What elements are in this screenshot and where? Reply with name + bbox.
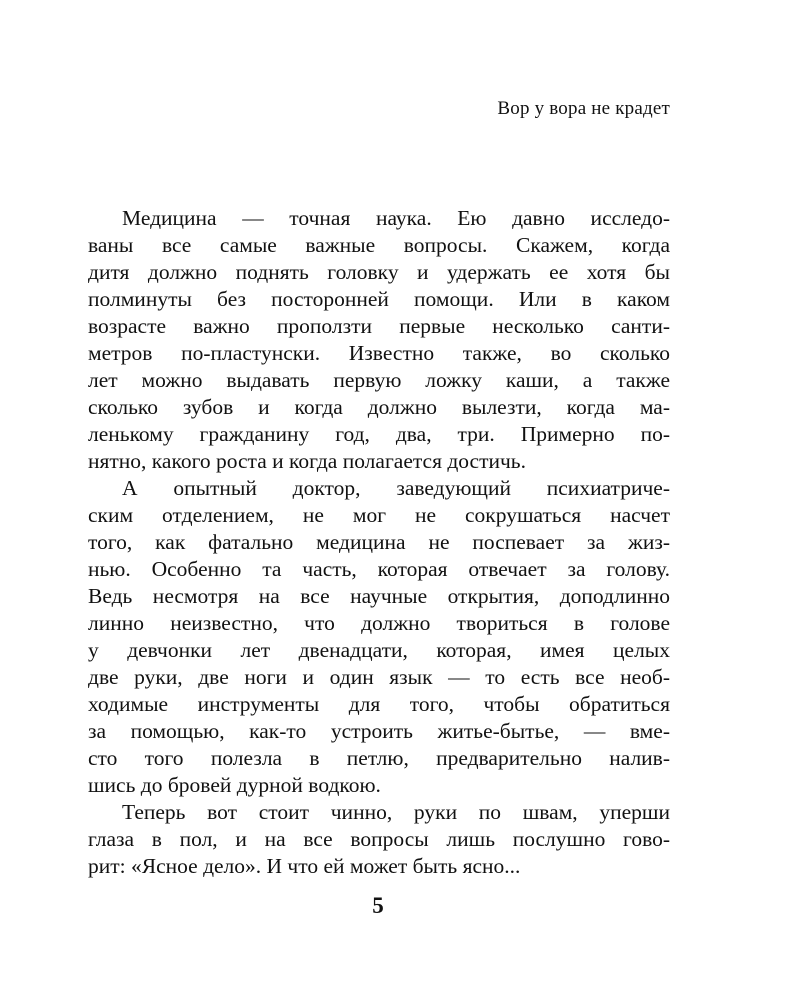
text-line: Ведь несмотря на все научные открытия, доподлинно: [88, 584, 670, 608]
text-line: возрасте важно проползти первые несколько санти-: [88, 314, 670, 338]
text-line: нью. Особенно та часть, которая отвечает за голову.: [88, 557, 670, 581]
text-line: шись до бровей дурной водкою.: [88, 773, 381, 797]
text-line: ским отделением, не мог не сокрушаться насчет: [88, 503, 670, 527]
text-line: лет можно выдавать первую ложку каши, а также: [88, 368, 670, 392]
text-line: глаза в пол, и на все вопросы лишь послушно гово-: [88, 827, 670, 851]
text-line: рит: «Ясное дело». И что ей может быть ясно...: [88, 854, 521, 878]
text-line: ваны все самые важные вопросы. Скажем, когда: [88, 233, 670, 257]
text-line: А опытный доктор, заведующий психиатриче-: [122, 476, 670, 500]
text-line: линно неизвестно, что должно твориться в голове: [88, 611, 670, 635]
text-line: полминуты без посторонней помощи. Или в каком: [88, 287, 670, 311]
text-line: дитя должно поднять головку и удержать ее хотя бы: [88, 260, 670, 284]
body-text: [88, 205, 670, 880]
text-line: метров по-пластунски. Известно также, во сколько: [88, 341, 670, 365]
text-line: две руки, две ноги и один язык — то есть все необ-: [88, 665, 670, 689]
paragraph: [88, 799, 670, 880]
paragraph: [88, 475, 670, 799]
text-line: за помощью, как-то устроить житье-бытье, — вме-: [88, 719, 670, 743]
text-line: того, как фатально медицина не поспевает за жиз-: [88, 530, 670, 554]
text-line: нятно, какого роста и когда полагается достичь.: [88, 449, 526, 473]
text-line: сколько зубов и когда должно вылезти, когда ма-: [88, 395, 670, 419]
paragraph: [88, 205, 670, 475]
text-line: Теперь вот стоит чинно, руки по швам, уперши: [122, 800, 670, 824]
text-line: у девчонки лет двенадцати, которая, имея целых: [88, 638, 670, 662]
running-head: Вор у вора не крадет: [497, 98, 670, 119]
text-line: ленькому гражданину год, два, три. Примерно по-: [88, 422, 670, 446]
page-number: 5: [372, 893, 384, 918]
text-line: Медицина — точная наука. Ею давно исследо-: [122, 206, 670, 230]
text-line: ходимые инструменты для того, чтобы обратиться: [88, 692, 670, 716]
text-line: сто того полезла в петлю, предварительно налив-: [88, 746, 670, 770]
